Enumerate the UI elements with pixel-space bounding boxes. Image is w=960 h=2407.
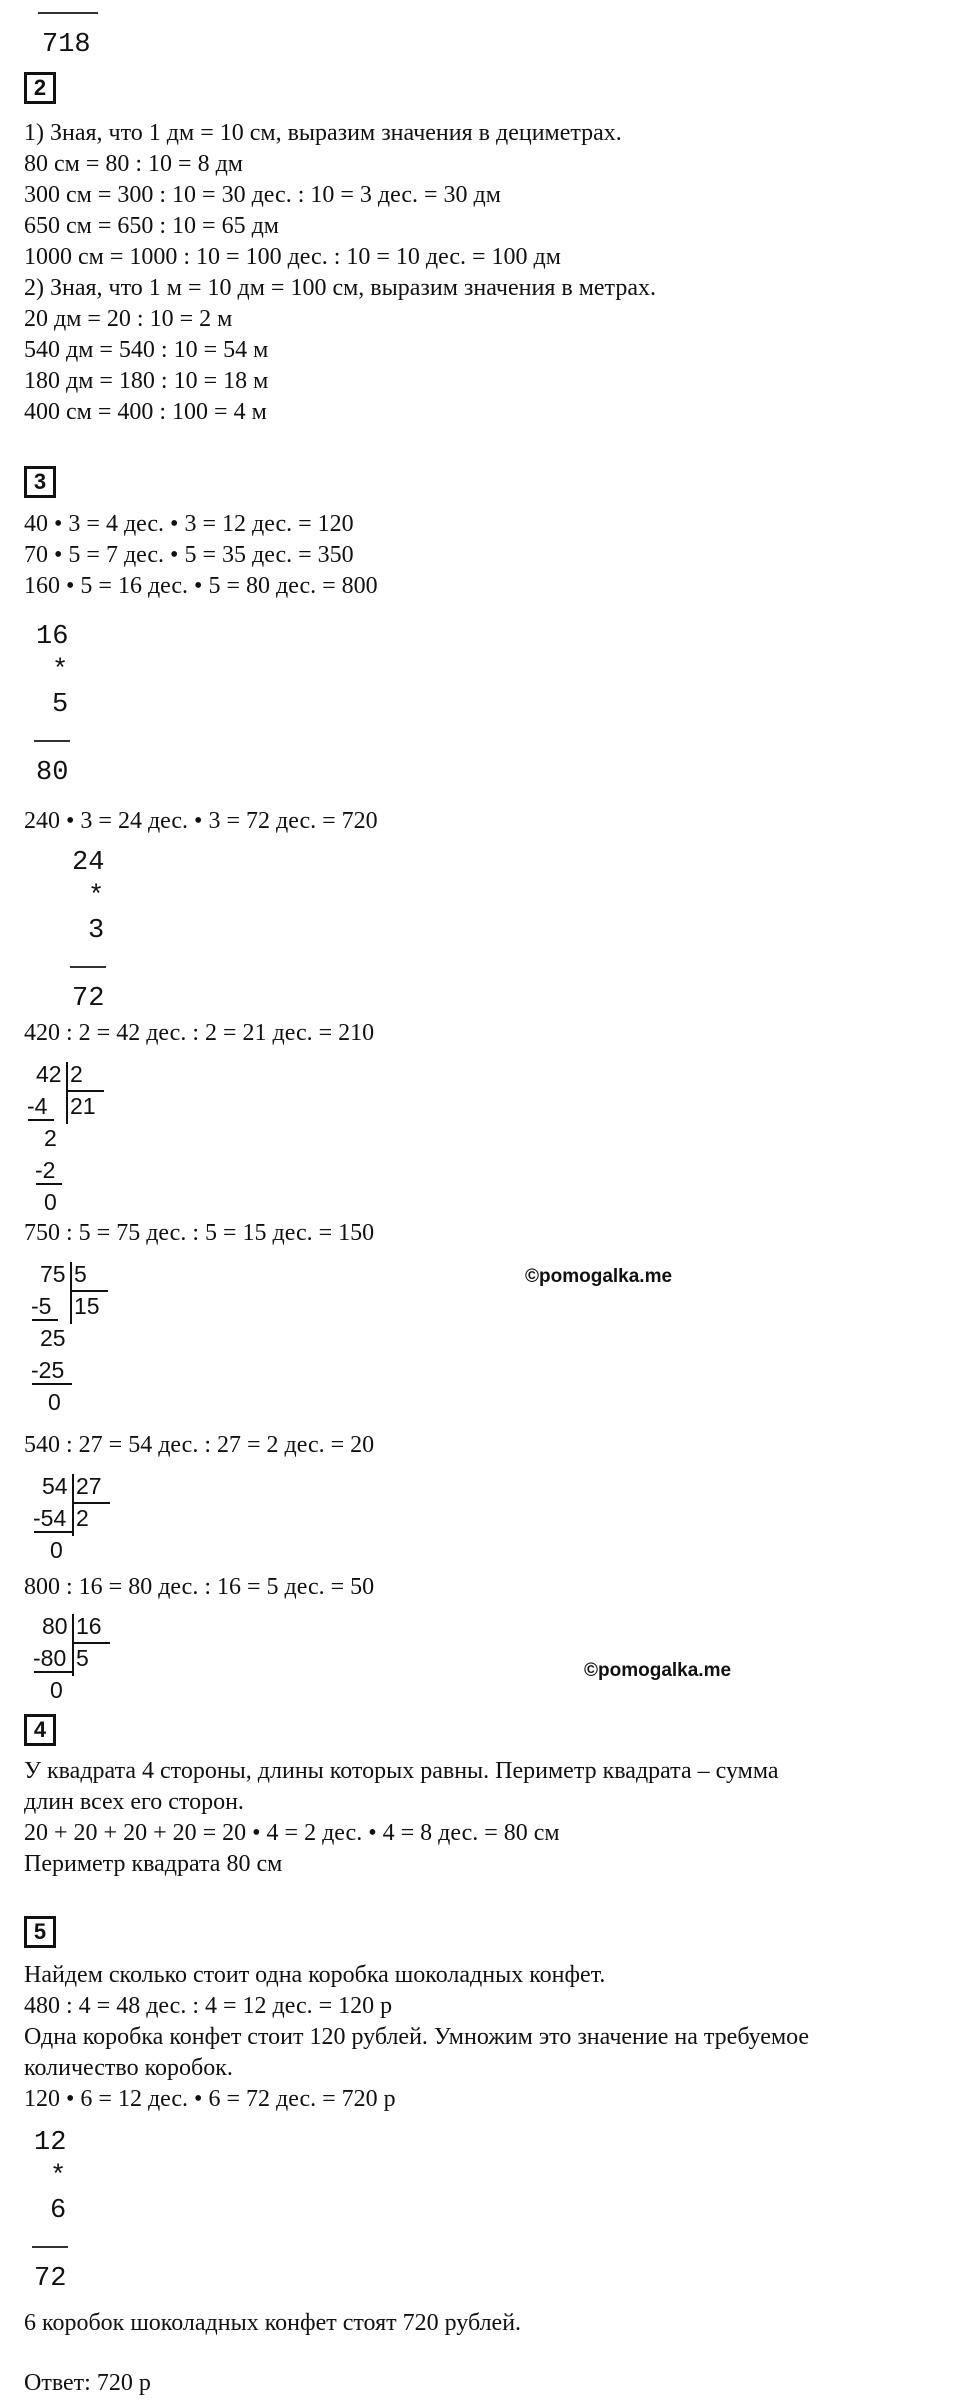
div-quotient: 2 (76, 1505, 89, 1531)
section2-line: 2) Зная, что 1 м = 10 дм = 100 см, выразим значения в метрах. (24, 275, 656, 301)
section2-line: 20 дм = 20 : 10 = 2 м (24, 306, 233, 332)
mult-operator: * (52, 656, 69, 686)
conclusion: 6 коробок шоколадных конфет стоят 720 рублей. (24, 2310, 522, 2336)
div-quotient: 5 (76, 1645, 89, 1671)
div-dividend: 54 (42, 1473, 68, 1499)
watermark: ©pomogalka.me (584, 1660, 732, 1681)
mult-operand: 12 (34, 2128, 67, 2158)
mult-result: 80 (36, 758, 69, 788)
div-dividend: 80 (42, 1613, 68, 1639)
mult-operand: 5 (52, 690, 69, 720)
div-underline (32, 1383, 72, 1385)
div-quotient: 21 (70, 1093, 96, 1119)
div-remainder: 0 (50, 1537, 63, 1563)
mult-operator: * (88, 882, 105, 912)
div-bar (66, 1062, 68, 1124)
section2-line: 400 см = 400 : 100 = 4 м (24, 399, 267, 425)
result-line (32, 2246, 68, 2248)
mult-result: 72 (72, 984, 105, 1014)
div-remainder: 25 (40, 1325, 66, 1351)
div-divisor: 5 (74, 1261, 87, 1287)
div-bar (72, 1474, 74, 1536)
section3-line: 420 : 2 = 42 дес. : 2 = 21 дес. = 210 (24, 1020, 375, 1046)
task-number-2: 2 (24, 72, 56, 104)
section4-line: Периметр квадрата 80 см (24, 1851, 283, 1877)
section4-line: 20 + 20 + 20 + 20 = 20 • 4 = 2 дес. • 4 = 8 дес. = 80 см (24, 1820, 560, 1846)
div-remainder: 0 (44, 1189, 57, 1215)
mult-operand: 3 (88, 916, 105, 946)
div-subtrahend: -25 (31, 1357, 65, 1383)
result-line (70, 966, 106, 968)
div-remainder: 0 (48, 1389, 61, 1415)
section5-line: количество коробок. (24, 2055, 233, 2081)
div-remainder: 2 (44, 1125, 57, 1151)
section2-line: 1000 см = 1000 : 10 = 100 дес. : 10 = 10 дес. = 100 дм (24, 244, 561, 270)
result-line (34, 740, 70, 742)
mult-operand: 24 (72, 848, 105, 878)
section5-line: 120 • 6 = 12 дес. • 6 = 72 дес. = 720 р (24, 2086, 396, 2112)
section3-line: 240 • 3 = 24 дес. • 3 = 72 дес. = 720 (24, 808, 378, 834)
section2-line: 1) Зная, что 1 дм = 10 см, выразим значения в дециметрах. (24, 120, 622, 146)
section2-line: 650 см = 650 : 10 = 65 дм (24, 213, 279, 239)
section3-line: 800 : 16 = 80 дес. : 16 = 5 дес. = 50 (24, 1574, 375, 1600)
task-number-4: 4 (24, 1714, 56, 1746)
task-number-5: 5 (24, 1916, 56, 1948)
div-subtrahend: -5 (31, 1293, 52, 1319)
section2-line: 180 дм = 180 : 10 = 18 м (24, 368, 269, 394)
section5-line: 480 : 4 = 48 дес. : 4 = 12 дес. = 120 р (24, 1993, 393, 2019)
div-divisor: 2 (70, 1061, 83, 1087)
mult-operator: * (50, 2162, 67, 2192)
div-underline (34, 1531, 74, 1533)
section4-line: длин всех его сторон. (24, 1789, 244, 1815)
div-subtrahend: -4 (27, 1093, 48, 1119)
section3-line: 750 : 5 = 75 дес. : 5 = 15 дес. = 150 (24, 1220, 375, 1246)
div-underline (34, 1671, 74, 1673)
section2-line: 300 см = 300 : 10 = 30 дес. : 10 = 3 дес. = 30 дм (24, 182, 501, 208)
div-divisor: 16 (76, 1613, 102, 1639)
div-divisor: 27 (76, 1473, 102, 1499)
result-line (38, 12, 98, 14)
div-subtrahend: -54 (33, 1505, 67, 1531)
div-subtrahend: -80 (33, 1645, 67, 1671)
section2-line: 540 дм = 540 : 10 = 54 м (24, 337, 269, 363)
section4-line: У квадрата 4 стороны, длины которых равны. Периметр квадрата – сумма (24, 1758, 779, 1784)
section3-line: 540 : 27 = 54 дес. : 27 = 2 дес. = 20 (24, 1432, 375, 1458)
mult-operand: 16 (36, 622, 69, 652)
div-bar (72, 1614, 74, 1676)
div-quotient: 15 (74, 1293, 100, 1319)
div-underline (32, 1319, 58, 1321)
section5-line: Найдем сколько стоит одна коробка шоколадных конфет. (24, 1962, 606, 1988)
div-underline (28, 1119, 54, 1121)
task-number-3: 3 (24, 466, 56, 498)
section3-line: 40 • 3 = 4 дес. • 3 = 12 дес. = 120 (24, 511, 354, 537)
section3-line: 160 • 5 = 16 дес. • 5 = 80 дес. = 800 (24, 573, 378, 599)
watermark: ©pomogalka.me (525, 1266, 673, 1287)
mult-result: 72 (34, 2264, 67, 2294)
div-dividend: 42 (36, 1061, 62, 1087)
top-result: 718 (42, 30, 91, 60)
answer: Ответ: 720 р (24, 2370, 151, 2396)
section2-line: 80 см = 80 : 10 = 8 дм (24, 151, 243, 177)
mult-operand: 6 (50, 2196, 67, 2226)
div-dividend: 75 (40, 1261, 66, 1287)
div-underline (36, 1183, 62, 1185)
section5-line: Одна коробка конфет стоит 120 рублей. Умножим это значение на требуемое (24, 2024, 810, 2050)
div-remainder: 0 (50, 1677, 63, 1703)
div-bar (70, 1262, 72, 1324)
div-subtrahend: -2 (35, 1157, 56, 1183)
section3-line: 70 • 5 = 7 дес. • 5 = 35 дес. = 350 (24, 542, 354, 568)
